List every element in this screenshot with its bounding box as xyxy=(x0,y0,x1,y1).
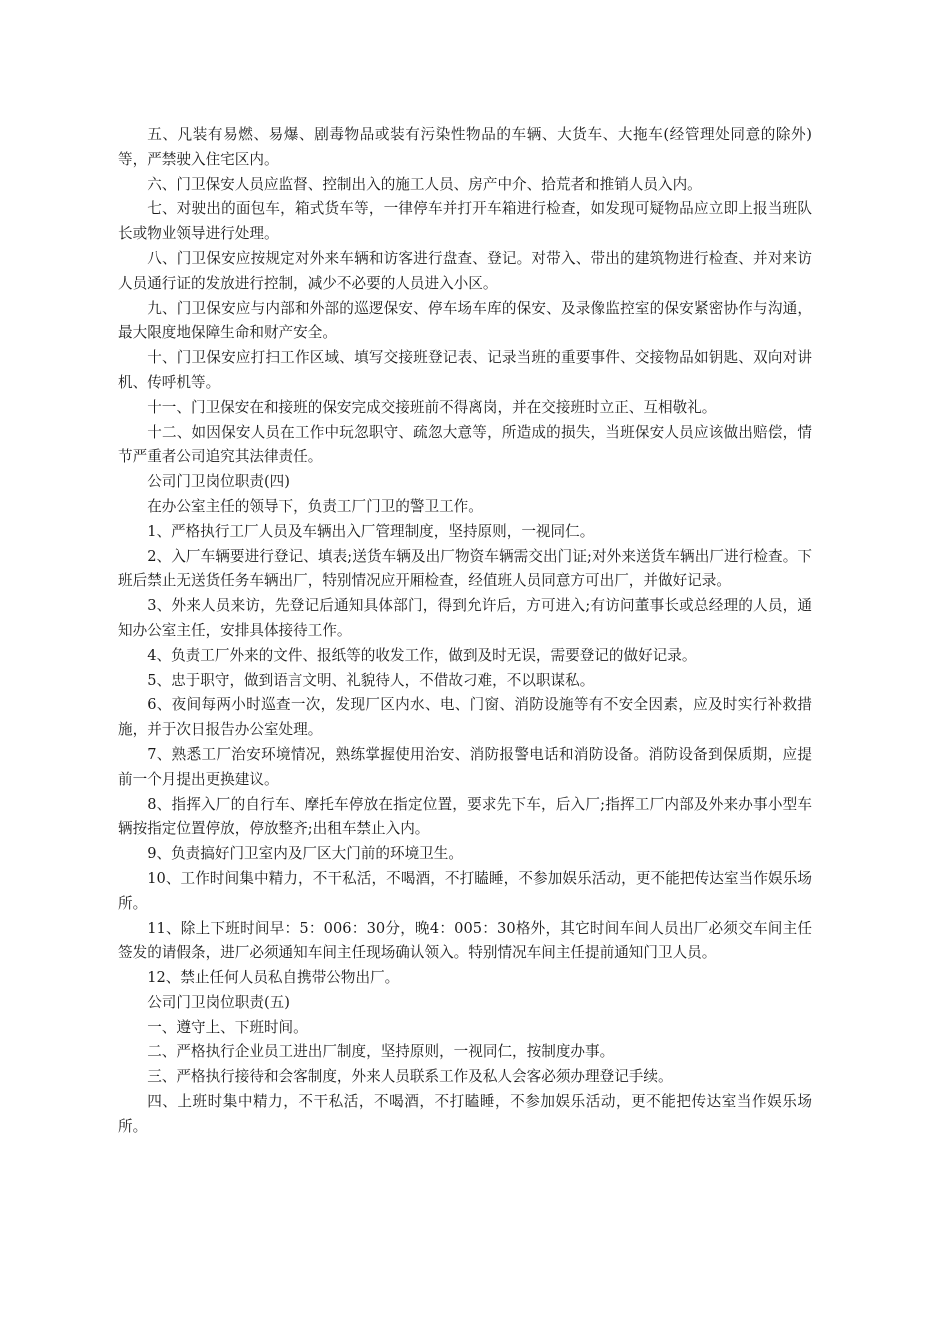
paragraph-rule-5: 五、凡装有易燃、易爆、剧毒物品或装有污染性物品的车辆、大货车、大拖车(经管理处同意的除外)等，严禁驶入住宅区内。 xyxy=(118,126,812,168)
paragraph-rule-7: 七、对驶出的面包车，箱式货车等，一律停车并打开车箱进行检查，如发现可疑物品应立即上报当班队长或物业领导进行处理。 xyxy=(118,200,812,243)
paragraph-rule-8: 八、门卫保安应按规定对外来车辆和访客进行盘查、登记。对带入、带出的建筑物进行检查、并对来访人员通行证的发放进行控制，减少不必要的人员进入小区。 xyxy=(118,249,812,292)
document-page xyxy=(118,123,812,1140)
paragraph-item-1: 1、严格执行工厂人员及车辆出入厂管理制度，坚持原则，一视同仁。 xyxy=(147,522,595,540)
paragraph-item-10: 10、工作时间集中精力，不干私活，不喝酒，不打瞌睡，不参加娱乐活动，更不能把传达室当作娱乐场所。 xyxy=(118,869,812,912)
paragraph-item-12: 12、禁止任何人员私自携带公物出厂。 xyxy=(147,969,400,987)
paragraph-rule-5-4: 四、上班时集中精力，不干私活，不喝酒，不打瞌睡，不参加娱乐活动，更不能把传达室当作娱乐场所。 xyxy=(118,1093,812,1135)
section-intro-4: 在办公室主任的领导下，负责工厂门卫的警卫工作。 xyxy=(147,497,483,515)
paragraph-item-9: 9、负责搞好门卫室内及厂区大门前的环境卫生。 xyxy=(147,845,463,863)
paragraph-item-2: 2、入厂车辆要进行登记、填表;送货车辆及出厂物资车辆需交出门证;对外来送货车辆出厂进行检查。下班后禁止无送货任务车辆出厂，特别情况应开厢检查，经值班人员同意方可出厂，并做好记录。 xyxy=(118,547,812,590)
paragraph-rule-5-2: 二、严格执行企业员工进出厂制度，坚持原则，一视同仁，按制度办事。 xyxy=(147,1043,615,1061)
paragraph-item-8: 8、指挥入厂的自行车、摩托车停放在指定位置，要求先下车，后入厂;指挥工厂内部及外来办事小型车辆按指定位置停放，停放整齐;出租车禁止入内。 xyxy=(118,795,812,838)
paragraph-rule-6: 六、门卫保安人员应监督、控制出入的施工人员、房产中介、拾荒者和推销人员入内。 xyxy=(147,175,702,193)
paragraph-rule-9: 九、门卫保安应与内部和外部的巡逻保安、停车场车库的保安、及录像监控室的保安紧密协作与沟通，最大限度地保障生命和财产安全。 xyxy=(118,299,812,342)
paragraph-item-3: 3、外来人员来访，先登记后通知具体部门，得到允许后，方可进入;有访问董事长或总经理的人员，通知办公室主任，安排具体接待工作。 xyxy=(118,597,812,639)
paragraph-rule-5-1: 一、遵守上、下班时间。 xyxy=(147,1018,308,1036)
paragraph-rule-5-3: 三、严格执行接待和会客制度，外来人员联系工作及私人会客必须办理登记手续。 xyxy=(147,1068,673,1086)
section-heading-4: 公司门卫岗位职责(四) xyxy=(147,473,290,491)
paragraph-item-11: 11、除上下班时间早：5：006：30分，晚4：005：30格外，其它时间车间人员出厂必须交车间主任签发的请假条，进厂必须通知车间主任现场确认领入。特别情况车间主任提前通知门卫人员。 xyxy=(118,919,812,962)
paragraph-rule-10: 十、门卫保安应打扫工作区域、填写交接班登记表、记录当班的重要事件、交接物品如钥匙、双向对讲机、传呼机等。 xyxy=(118,349,812,391)
paragraph-rule-11: 十一、门卫保安在和接班的保安完成交接班前不得离岗，并在交接班时立正、互相敬礼。 xyxy=(147,398,717,416)
paragraph-item-4: 4、负责工厂外来的文件、报纸等的收发工作，做到及时无误，需要登记的做好记录。 xyxy=(147,646,697,664)
section-heading-5: 公司门卫岗位职责(五) xyxy=(147,993,290,1011)
paragraph-rule-12: 十二、如因保安人员在工作中玩忽职守、疏忽大意等，所造成的损失，当班保安人员应该做出赔偿，情节严重者公司追究其法律责任。 xyxy=(118,423,812,466)
paragraph-item-7: 7、熟悉工厂治安环境情况，熟练掌握使用治安、消防报警电话和消防设备。消防设备到保质期，应提前一个月提出更换建议。 xyxy=(118,745,812,788)
paragraph-item-6: 6、夜间每两小时巡查一次，发现厂区内水、电、门窗、消防设施等有不安全因素，应及时实行补救措施，并于次日报告办公室处理。 xyxy=(118,696,812,739)
paragraph-item-5: 5、忠于职守，做到语言文明、礼貌待人，不借故刁难，不以职谋私。 xyxy=(147,671,595,689)
